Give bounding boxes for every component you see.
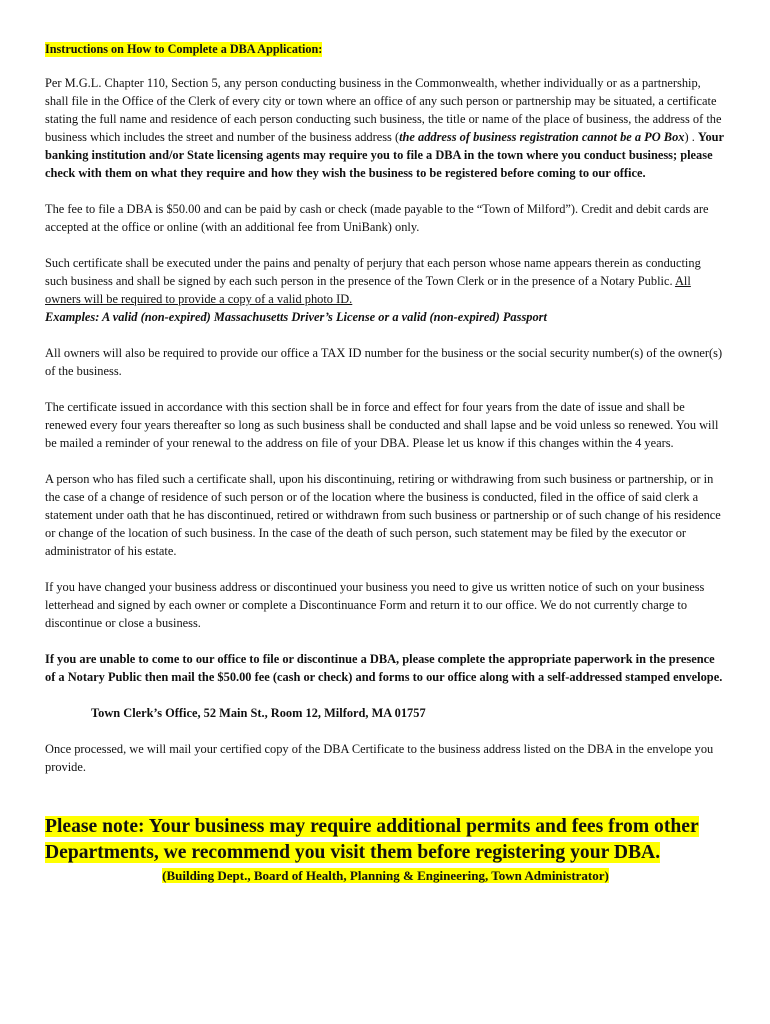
paragraph-mail-in: If you are unable to come to our office to file or discontinue a DBA, please complete the appropriate paperwork in the presence of a Notary Public then mail the $50.00 fee (cash or check) and forms to our office along with a self-addressed stamped envelope. xyxy=(45,652,723,684)
po-box-note: the address of business registration cannot be a PO Box xyxy=(399,130,685,144)
paragraph-mgl-requirement xyxy=(45,74,726,182)
permits-note-text: Please note: Your business may require additional permits and fees from other Departments, we recommend you visit them before registering your DBA. xyxy=(45,816,699,863)
instructions-heading: Instructions on How to Complete a DBA Application: xyxy=(45,42,323,56)
mgl-text-close: ) . xyxy=(684,130,698,144)
clerk-office-address: Town Clerk’s Office, 52 Main St., Room 12, Milford, MA 01757 xyxy=(91,706,426,720)
departments-list xyxy=(45,868,726,884)
photo-id-requirement: All owners will be required to provide a copy of a valid photo ID. xyxy=(45,274,691,306)
paragraph-tax-id: All owners will also be required to provide our office a TAX ID number for the business or the social security number(s) of the owner(s) of the business. xyxy=(45,346,723,378)
departments-text: (Building Dept., Board of Health, Planning & Engineering, Town Administrator) xyxy=(162,868,609,883)
paragraph-discontinue-law: A person who has filed such a certificate shall, upon his discontinuing, retiring or withdrawing from such business or partnership, or in the case of a change of residence of such person or of the location where the business is conducted, filed in the office of said clerk a statement under oath that he has discontinued, retired or withdrawn from such business or partnership or of such change of his residence or change of the location of such business. In the case of the death of such person, such statement may be filed by the executor or administrator of his estate. xyxy=(45,472,721,558)
signature-text: Such certificate shall be executed under the pains and penalty of perjury that each person whose name appears therein as conducting such business and shall be signed by each such person in the presence of the Town Clerk or in the presence of a Notary Public. xyxy=(45,256,701,288)
banking-note: Your banking institution and/or State licensing agents may require you to file a DBA in the town where you conduct business; please check with them on what they require and how they wish the business to be registered before coming to our office. xyxy=(45,130,724,180)
mgl-text: Per M.G.L. Chapter 110, Section 5, any person conducting business in the Commonwealth, whether individually or as a partnership, shall file in the Office of the Clerk of every city or town where an office of any such person or partnership may be situated, a certificate stating the full name and residence of each person conducting such business, the title or name of the place of business, the address of the business which includes the street and number of the business address ( xyxy=(45,76,722,144)
paragraph-signature xyxy=(45,254,726,326)
paragraph-fee: The fee to file a DBA is $50.00 and can be paid by cash or check (made payable to the “Town of Milford”). Credit and debit cards are accepted at the office or online (with an additional fee from UniBank) only. xyxy=(45,202,709,234)
paragraph-renewal: The certificate issued in accordance with this section shall be in force and effect for four years from the date of issue and shall be renewed every four years thereafter so long as such business shall be conducted and shall lapse and be void unless so renewed. You will be mailed a reminder of your renewal to the address on file of your DBA. Please let us know if this changes within the 4 years. xyxy=(45,400,719,450)
photo-id-examples: Examples: A valid (non-expired) Massachusetts Driver’s License or a valid (non-expired) Passport xyxy=(45,310,547,324)
paragraph-processing: Once processed, we will mail your certified copy of the DBA Certificate to the business address listed on the DBA in the envelope you provide. xyxy=(45,742,714,774)
permits-note xyxy=(45,814,726,866)
paragraph-change-notice: If you have changed your business address or discontinued your business you need to give us written notice of such on your business letterhead and signed by each owner or complete a Discontinuance Form and return it to our office. We do not currently charge to discontinue or close a business. xyxy=(45,580,705,630)
